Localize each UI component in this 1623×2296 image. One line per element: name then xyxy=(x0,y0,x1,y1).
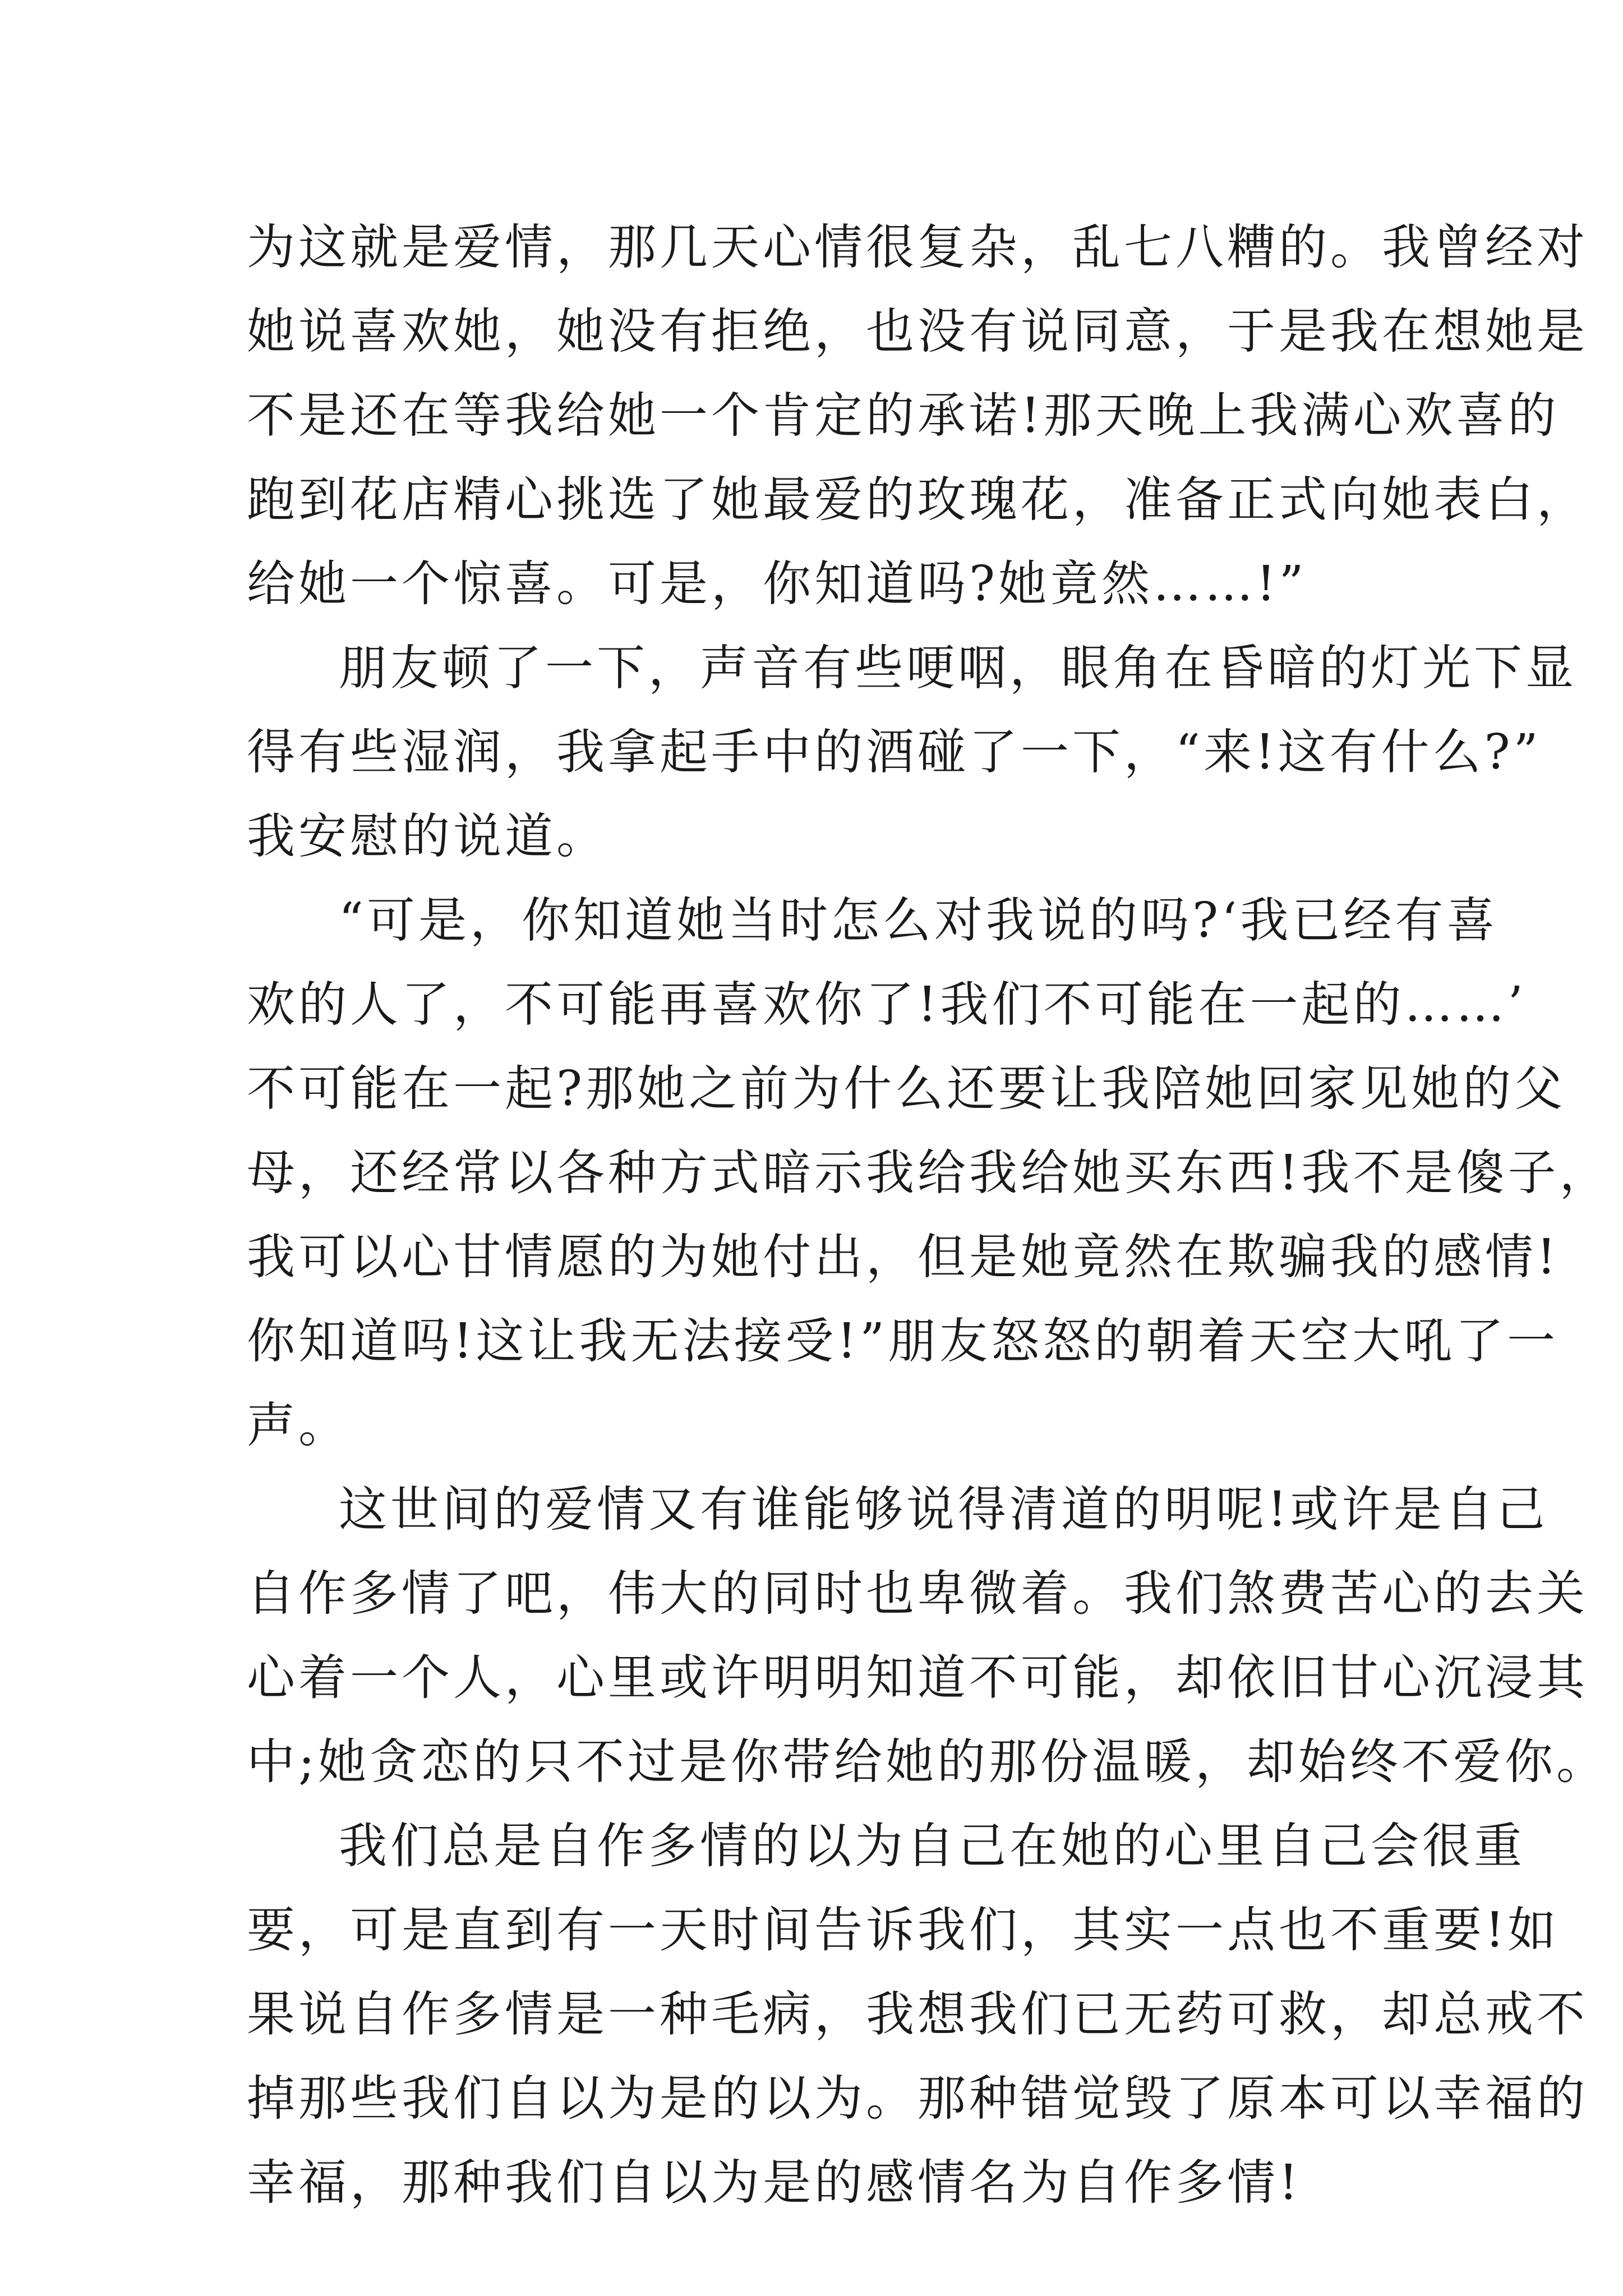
text-line: 你知道吗!这让我无法接受!”朋友怒怒的朝着天空大吼了一 xyxy=(247,1313,1559,1369)
text-line: 不可能在一起?那她之前为什么还要让我陪她回家见她的父 xyxy=(247,1061,1566,1117)
text-line: 自作多情了吧，伟大的同时也卑微着。我们煞费苦心的去关 xyxy=(247,1566,1588,1622)
text-line: 果说自作多情是一种毛病，我想我们已无药可救，却总戒不 xyxy=(247,1986,1588,2042)
text-line: 这世间的爱情又有谁能够说得清道的明呢!或许是自己 xyxy=(339,1481,1548,1538)
text-line: 幸福，那种我们自以为是的感情名为自作多情! xyxy=(247,2155,1302,2211)
text-line: 朋友顿了一下，声音有些哽咽，眼角在昏暗的灯光下显 xyxy=(339,640,1577,696)
text-line: 中;她贪恋的只不过是你带给她的那份温暖，却始终不爱你。 xyxy=(247,1734,1608,1790)
text-line: 得有些湿润，我拿起手中的酒碰了一下，“来!这有什么?” xyxy=(247,724,1542,780)
text-line: 心着一个人，心里或许明明知道不可能，却依旧甘心沉浸其 xyxy=(247,1650,1588,1706)
text-line: “可是，你知道她当时怎么对我说的吗?‘我已经有喜 xyxy=(339,892,1498,949)
text-line: 我可以心甘情愿的为她付出，但是她竟然在欺骗我的感情! xyxy=(247,1229,1560,1285)
text-line: 掉那些我们自以为是的以为。那种错觉毁了原本可以幸福的 xyxy=(247,2070,1588,2127)
text-line: 欢的人了，不可能再喜欢你了!我们不可能在一起的……’ xyxy=(247,977,1527,1033)
text-line: 我安慰的说道。 xyxy=(247,808,608,864)
text-line: 跑到花店精心挑选了她最爱的玫瑰花，准备正式向她表白， xyxy=(247,472,1588,528)
text-line: 母，还经常以各种方式暗示我给我给她买东西!我不是傻子， xyxy=(247,1145,1611,1201)
text-line: 给她一个惊喜。可是，你知道吗?她竟然……!” xyxy=(247,556,1307,612)
text-line: 不是还在等我给她一个肯定的承诺!那天晚上我满心欢喜的 xyxy=(247,388,1560,444)
text-line: 她说喜欢她，她没有拒绝，也没有说同意，于是我在想她是 xyxy=(247,303,1588,360)
text-line: 要，可是直到有一天时间告诉我们，其实一点也不重要!如 xyxy=(247,1902,1560,1958)
text-line: 声。 xyxy=(247,1397,350,1453)
text-line: 为这就是爱情，那几天心情很复杂，乱七八糟的。我曾经对 xyxy=(247,219,1588,275)
text-line: 我们总是自作多情的以为自己在她的心里自己会很重 xyxy=(339,1818,1525,1874)
body-text xyxy=(247,205,1611,2225)
